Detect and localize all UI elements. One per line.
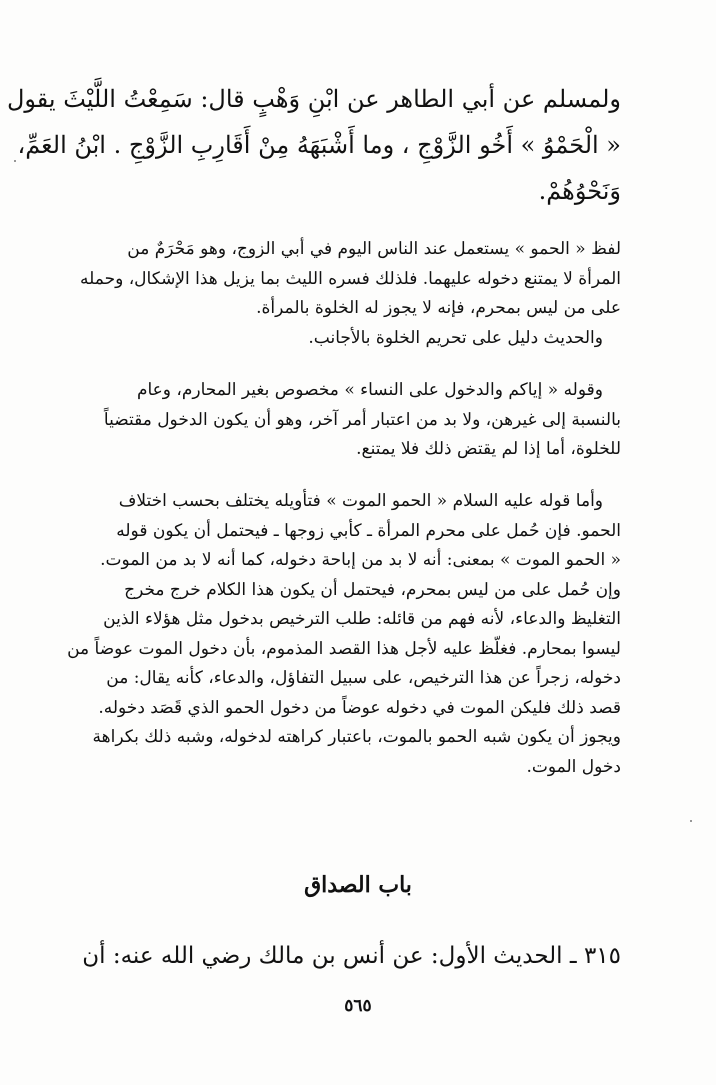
- hadith-line: « الْحَمْوُ » أَخُو الزَّوْجِ ، وما أَشْبَهَهُ مِنْ أَقَارِبِ الزَّوْجِ . ابْنُ العَمِّ،: [17, 131, 621, 159]
- commentary-line: المرأة لا يمتنع دخوله عليهما. فلذلك فسره الليث بما يزيل هذا الإشكال، وحمله: [80, 268, 621, 289]
- commentary-line: وأما قوله عليه السلام « الحمو الموت » فتأويله يختلف بحسب اختلاف: [118, 491, 603, 511]
- commentary-line: لفظ « الحمو » يستعمل عند الناس اليوم في أبي الزوج، وهو مَحْرَمٌ من: [127, 239, 621, 259]
- hadith-line: ولمسلم عن أبي الطاهر عن ابْنِ وَهْبٍ قال: سَمِعْتُ اللَّيْثَ يقول: [6, 85, 621, 113]
- commentary-line: ويجوز أن يكون شبه الحمو بالموت، باعتبار كراهته لدخوله، وشبه ذلك بكراهة: [92, 727, 621, 747]
- commentary-line: « الحمو الموت » بمعنى: أنه لا بد من إباحة دخوله، كما أنه لا بد من الموت.: [100, 550, 621, 570]
- commentary-paragraph-3: [67, 487, 621, 782]
- commentary-paragraph-1: [80, 235, 621, 353]
- commentary-line: دخوله، زجراً عن هذا الترخيص، على سبيل التفاؤل، والدعاء، كأنه يقال: من: [106, 668, 621, 688]
- commentary-line: وقوله « إياكم والدخول على النساء » مخصوص بغير المحارم، وعام: [136, 380, 603, 400]
- commentary-paragraph-2: [103, 376, 621, 465]
- hadith-quote: [6, 76, 621, 214]
- commentary-line: الحمو. فإن حُمل على محرم المرأة ـ كأبي زوجها ـ فيحتمل أن يكون قوله: [116, 520, 621, 541]
- chapter-title: باب الصداق: [304, 872, 412, 898]
- commentary-line: دخول الموت.: [526, 756, 621, 777]
- scan-speck: [14, 160, 16, 162]
- hadith-line: وَنَحْوُهُمْ.: [538, 177, 621, 205]
- page-number: ٥٦٥: [344, 996, 372, 1016]
- commentary-line: التغليظ والدعاء، لأنه فهم من قائله: طلب الترخيص بدخول مثل هؤلاء الذين: [103, 609, 621, 629]
- commentary-line: للخلوة، أما إذا لم يقتض ذلك فلا يمتنع.: [356, 439, 621, 459]
- commentary-line: ليسوا بمحارم. فغلّظ عليه لأجل هذا القصد المذموم، بأن دخول الموت عوضاً من: [67, 638, 621, 659]
- commentary-line: قصد ذلك فليكن الموت في دخوله عوضاً من دخول الحمو الذي قَصَد دخوله.: [98, 697, 621, 718]
- next-hadith-line: ٣١٥ ـ الحديث الأول: عن أنس بن مالك رضي الله عنه: أن: [82, 943, 621, 969]
- commentary-line: والحديث دليل على تحريم الخلوة بالأجانب.: [308, 327, 603, 348]
- commentary-line: على من ليس بمحرم، فإنه لا يجوز له الخلوة بالمرأة.: [256, 298, 621, 318]
- scan-speck: [690, 820, 692, 822]
- commentary-line: وإن حُمل على من ليس بمحرم، فيحتمل أن يكون هذا الكلام خرج مخرج: [124, 579, 621, 600]
- commentary-line: بالنسبة إلى غيرهن، ولا بد من اعتبار أمر آخر، وهو أن يكون الدخول مقتضياً: [103, 409, 621, 430]
